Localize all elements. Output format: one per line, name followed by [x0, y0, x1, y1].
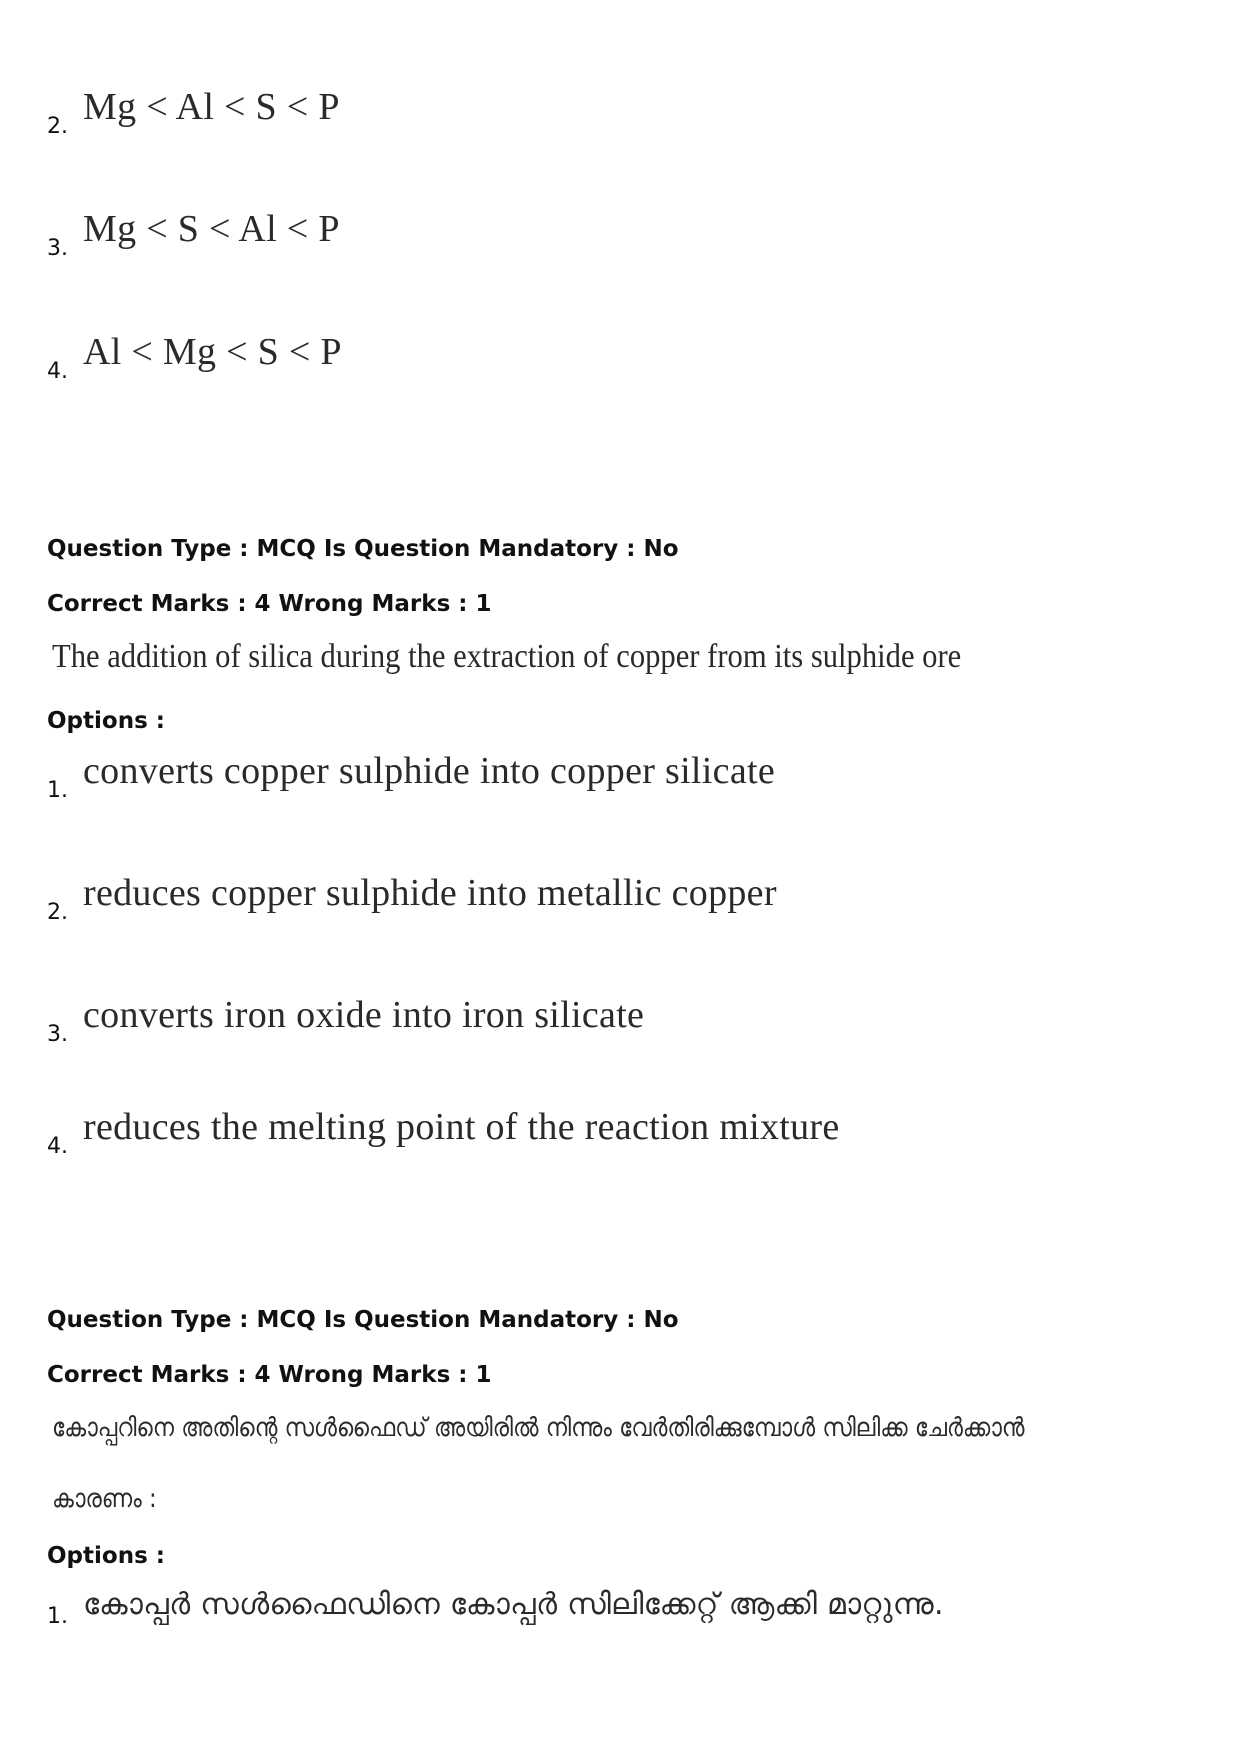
option-text: converts copper sulphide into copper silicate	[83, 750, 776, 792]
option-number: 3.	[47, 236, 68, 261]
option-text: reduces the melting point of the reaction mixture	[83, 1106, 840, 1148]
question-type-line: Question Type : MCQ Is Question Mandatory : No	[47, 536, 679, 562]
option-number: 2.	[47, 900, 68, 925]
options-label: Options :	[47, 708, 165, 734]
option-number: 4.	[47, 1134, 68, 1159]
option-item	[47, 1587, 944, 1630]
marks-line: Correct Marks : 4 Wrong Marks : 1	[47, 591, 492, 617]
option-item	[47, 874, 777, 926]
marks-line: Correct Marks : 4 Wrong Marks : 1	[47, 1362, 492, 1388]
question-text: The addition of silica during the extraction of copper from its sulphide ore	[52, 638, 962, 675]
question-type-line: Question Type : MCQ Is Question Mandatory : No	[47, 1307, 679, 1333]
option-item	[47, 1108, 840, 1160]
option-text: Al < Mg < S < P	[83, 331, 342, 373]
question-text-line-1: കോപ്പറിനെ അതിന്റെ സൾഫൈഡ് അയിരിൽ നിന്നും വേർതിരിക്കുമ്പോൾ സിലിക്ക ചേർക്കാൻ	[52, 1413, 1025, 1443]
option-text: കോപ്പർ സൾഫൈഡിനെ കോപ്പർ സിലിക്കേറ്റ് ആക്കി മാറ്റുന്നു.	[83, 1587, 944, 1622]
option-item	[47, 752, 775, 804]
option-text: converts iron oxide into iron silicate	[83, 994, 645, 1036]
option-text: reduces copper sulphide into metallic copper	[83, 872, 777, 914]
option-number: 2.	[47, 114, 68, 139]
option-item	[47, 996, 644, 1048]
option-text: Mg < S < Al < P	[83, 208, 340, 250]
question-text-line-2: കാരണം :	[52, 1484, 157, 1514]
option-text: Mg < Al < S < P	[83, 86, 340, 128]
options-label: Options :	[47, 1543, 165, 1569]
option-number: 4.	[47, 359, 68, 384]
option-number: 1.	[47, 1604, 68, 1629]
option-item	[47, 88, 340, 140]
option-number: 1.	[47, 778, 68, 803]
option-item	[47, 210, 340, 262]
option-item	[47, 333, 342, 385]
option-number: 3.	[47, 1022, 68, 1047]
